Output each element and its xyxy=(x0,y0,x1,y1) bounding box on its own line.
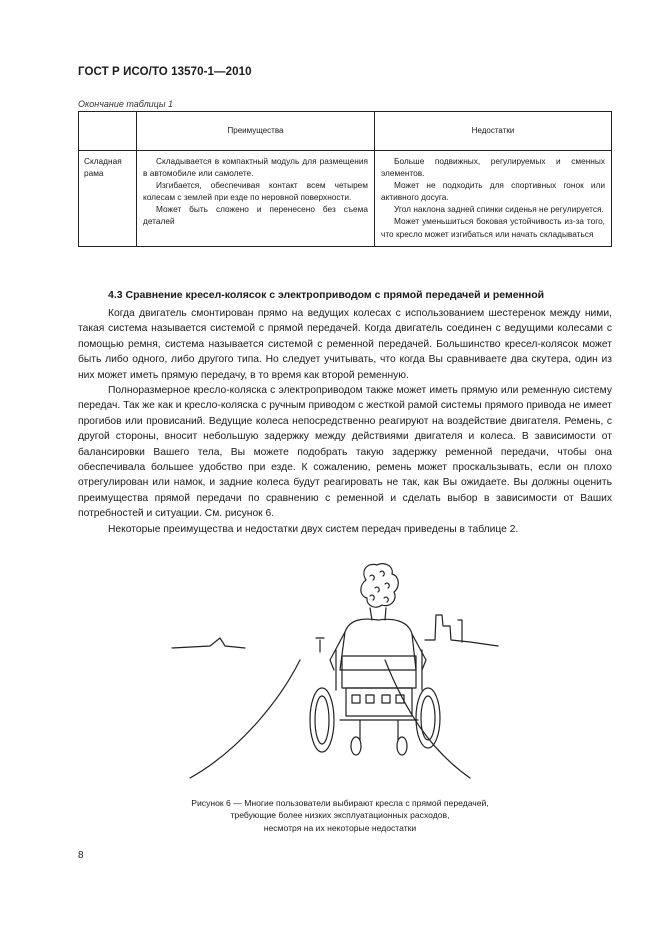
neck xyxy=(370,608,386,620)
comparison-table xyxy=(78,111,612,247)
figure-caption-line: Рисунок 6 — Многие пользователи выбирают кресла с прямой передачей, xyxy=(191,798,489,808)
table-header-empty xyxy=(79,112,137,151)
document-header: ГОСТ Р ИСО/ТО 13570-1—2010 xyxy=(78,66,252,78)
disadvantage-item: Может уменьшиться боковая устойчивость из-за того, что кресло может изгибаться или начать складываться xyxy=(381,216,605,239)
section-heading: 4.3 Сравнение кресел-колясок с электроприводом с прямой передачей и ременной xyxy=(108,289,545,301)
joystick xyxy=(316,638,324,652)
road-right-edge xyxy=(385,660,470,778)
disadvantage-item: Угол наклона задней спинки сиденья не регулируется. xyxy=(394,204,604,215)
paragraph: Полноразмерное кресло-коляска с электроприводом также может иметь прямую или ременную систему передач. Так же как и кресло-коляска с ручным приводом с жесткой рамой системы прямого привода не имеет прогибов или провисаний. Ведущие колеса непосредственно реагируют на воздействие двигателя. Ремень, с другой стороны, вносит небольшую задержку между действиями двигателя и колеса. В зависимости от балансировки Вашего тела, Вы можете подобрать такую задержку ременной передачи, чтобы она обеспечивала большее удобство при езде. К сожалению, ремень может проскальзывать, если он плохо отрегулирован или намок, и задние колеса будут реагировать не так, как Вы ожидаете. Вы должны оценить преимущества прямой передачи по сравнению с ременной и сделать выбор в зависимости от Ваших потребностей и ситуации. См. рисунок 6. xyxy=(78,385,612,520)
paragraph: Когда двигатель смонтирован прямо на ведущих колесах с использованием шестеренок между ними, такая система называется системой с прямой передачей. Когда двигатель соединен с ведущими колесами с помощью ремня, система называется системой с ременной передачей. Большинство кресел-колясок может быть либо одного, либо другого типа. Но следует учитывать, что когда Вы сравниваете два скутера, один из них может иметь прямую передачу, в то время как второй ременную. xyxy=(78,308,612,381)
advantage-item: Изгибается, обеспечивая контакт всем четырем колесам с землей при езде по неровной поверхности. xyxy=(143,180,368,203)
backrest xyxy=(342,656,416,688)
body-text xyxy=(78,306,612,537)
figure-wheelchair-user-illustration xyxy=(170,560,500,780)
left-wheel-rim xyxy=(315,696,329,744)
lower-frame xyxy=(340,720,418,740)
advantages-cell xyxy=(137,151,375,247)
table-header-row xyxy=(79,112,612,151)
battery-cells xyxy=(352,695,404,703)
hair-curls xyxy=(370,571,389,602)
figure-caption-line: несмотря на их некоторые недостатки xyxy=(263,822,417,833)
hair xyxy=(361,564,398,608)
page-number: 8 xyxy=(78,850,84,861)
distant-tower xyxy=(458,620,462,642)
row-label: Складная рама xyxy=(79,151,137,247)
disadvantage-item: Больше подвижных, регулируемых и сменных элементов. xyxy=(381,156,605,179)
table-caption: Окончание таблицы 1 xyxy=(78,99,173,109)
left-wheel xyxy=(310,688,334,752)
advantage-item: Складывается в компактный модуль для размещения в автомобиле или самолете. xyxy=(143,156,368,179)
torso xyxy=(340,619,416,670)
right-caster xyxy=(397,737,407,755)
figure-caption-line: требующие более низких эксплуатационных расходов, xyxy=(230,810,450,821)
figure-caption xyxy=(140,797,540,834)
road-left-edge xyxy=(190,660,300,778)
horizon-left xyxy=(172,638,245,648)
table-header-advantages: Преимущества xyxy=(137,112,375,151)
disadvantage-item: Может не подходить для спортивных гонок или активного досуга. xyxy=(381,180,605,203)
table-row xyxy=(79,151,612,247)
battery-box xyxy=(346,688,412,716)
advantage-item: Может быть сложено и перенесено без съема деталей xyxy=(143,204,368,227)
left-caster xyxy=(351,737,361,755)
right-wheel-rim xyxy=(421,696,435,740)
paragraph: Некоторые преимущества и недостатки двух систем передач приведены в таблице 2. xyxy=(108,523,519,535)
disadvantages-cell xyxy=(375,151,612,247)
table-header-disadvantages: Недостатки xyxy=(375,112,612,151)
